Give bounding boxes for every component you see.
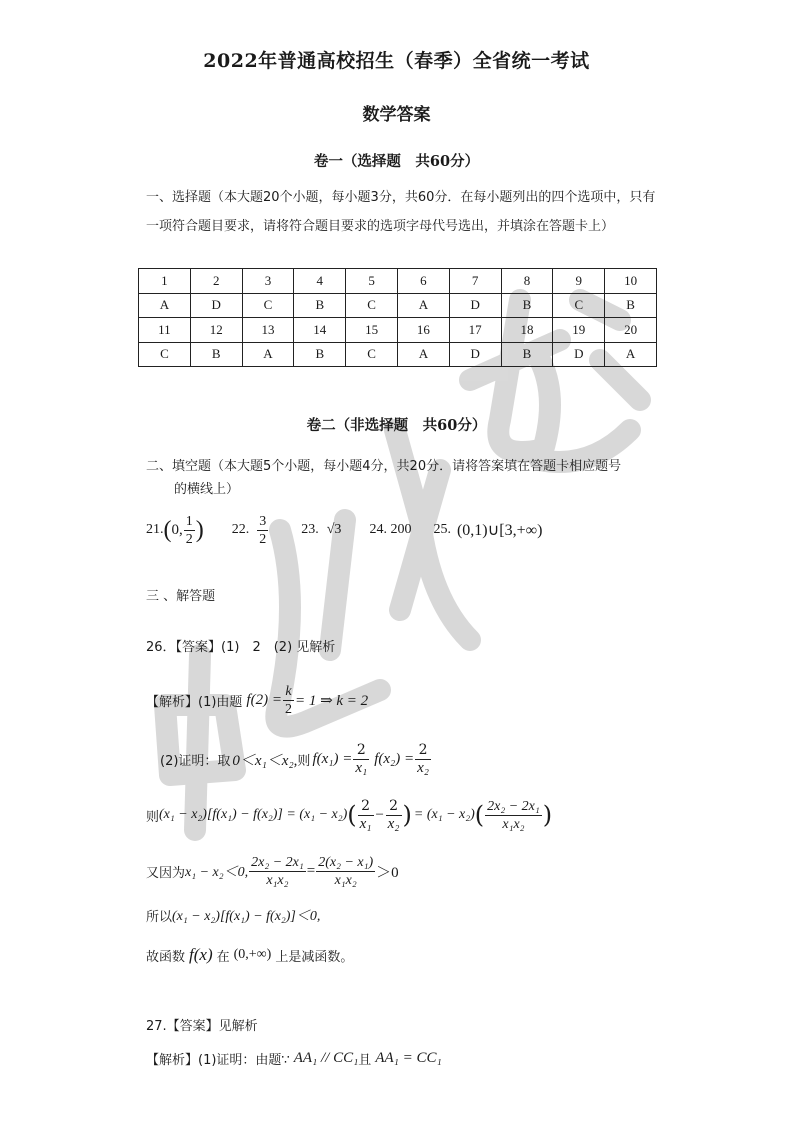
q26-line4-eq: = — [306, 862, 316, 879]
q26-line3-frac-a — [358, 798, 374, 833]
q26-line4-frac-b-num: 2(x₂ − x₁) — [318, 854, 374, 870]
q26-line4-expr: x₁ − x₂＜0, — [185, 865, 249, 880]
table-cell: A — [139, 293, 191, 318]
q26-line5-prefix: 所以 — [146, 909, 173, 925]
q26-line3-frac-a-den: x₁ — [359, 815, 372, 832]
table-cell: 13 — [242, 318, 294, 343]
table-row — [139, 269, 657, 294]
q26-line3-frac-b-den: x₂ — [387, 815, 400, 832]
choice-section-intro: 一、选择题（本大题20个小题，每小题3分，共60分．在每小题列出的四个选项中，只有一项符合题目要求，请将符合题目要求的选项字母代号选出，并填涂在答题卡上） — [146, 190, 656, 234]
q21-fraction — [184, 513, 195, 548]
document-subtitle: 数学答案 — [362, 105, 431, 125]
table-cell: B — [605, 293, 657, 318]
q23-number: 23. — [301, 522, 319, 537]
table-cell: D — [553, 342, 605, 367]
q26-line3-frac-b — [386, 798, 402, 833]
table-cell: 14 — [294, 318, 346, 343]
table-cell: B — [294, 342, 346, 367]
table-cell: 8 — [501, 269, 553, 294]
solve-section-heading: 三 、解答题 — [146, 589, 216, 604]
q26-math-f2: f(2) = — [246, 691, 282, 708]
table-cell: C — [242, 293, 294, 318]
table-cell: 5 — [346, 269, 398, 294]
paren-close-icon: ) — [402, 801, 412, 829]
q26-fx1-fraction — [353, 742, 369, 777]
table-cell: A — [605, 342, 657, 367]
q26-line3-expr2: = (x₁ − x₂) — [413, 807, 475, 822]
q26-line3-minus: − — [374, 806, 385, 823]
table-cell: B — [501, 293, 553, 318]
q26-analysis-label: 【解析】(1)由题 — [146, 694, 243, 710]
paren-open-icon: ( — [474, 801, 485, 829]
q22-numerator: 3 — [259, 513, 267, 529]
q26-fx2-numerator: 2 — [415, 742, 431, 760]
q26-line5-expr: (x₁ − x₂)[f(x₁) − f(x₂)]＜0, — [172, 909, 321, 924]
q26-line3-frac-c-den: x₁x₂ — [502, 816, 525, 832]
table-cell: D — [449, 342, 501, 367]
paren-close-icon: ) — [195, 516, 204, 543]
q26-line3-frac-a-num: 2 — [358, 798, 374, 816]
table-cell: B — [190, 342, 242, 367]
table-cell: 20 — [605, 318, 657, 343]
table-cell: C — [139, 342, 191, 367]
q27-analysis-and: 且 — [358, 1052, 372, 1068]
q26-fx1-denominator: x₁ — [355, 759, 368, 776]
q26-line3-expr: (x₁ − x₂)[f(x₁) − f(x₂)] = (x₁ − x₂) — [159, 807, 348, 822]
q26-line3-frac-c-num: 2x₂ − 2x₁ — [487, 798, 540, 814]
table-cell: C — [553, 293, 605, 318]
q26-k-fraction — [283, 683, 294, 718]
q22-number: 22. — [231, 522, 250, 537]
table-row — [139, 318, 657, 343]
q21-numerator: 1 — [185, 513, 193, 529]
q27-analysis-math: AA₁ // CC₁ — [293, 1049, 359, 1066]
q26-proof-line — [160, 738, 432, 780]
q22-fraction — [257, 513, 268, 548]
q26-analysis-line1 — [146, 680, 368, 720]
q26-line6 — [146, 942, 353, 968]
volume2-heading: 卷二（非选择题 共60分） — [306, 417, 487, 434]
document-title: 2022年普通高校招生（春季）全省统一考试 — [203, 50, 590, 72]
q26-line6-interval: (0,+∞) — [233, 947, 272, 962]
table-cell: 12 — [190, 318, 242, 343]
paren-close-icon: ) — [542, 801, 553, 829]
q25-answer: (0,1)∪[3,+∞) — [456, 522, 543, 539]
q26-fx1: f(x₁) = — [312, 750, 353, 767]
paren-open-icon: ( — [163, 516, 172, 543]
q26-line3-prefix: 则 — [146, 809, 160, 825]
q26-fx2-fraction — [415, 742, 431, 777]
q26-line6-f: f(x) — [189, 945, 213, 964]
q26-proof-condition: 0＜x₁＜x₂, — [232, 752, 298, 769]
table-cell: C — [346, 293, 398, 318]
q23-answer: √3 — [326, 522, 342, 537]
q26-fx2-denominator: x₂ — [417, 759, 429, 776]
q26-proof-label: (2)证明：取 — [160, 753, 231, 769]
table-cell: D — [190, 293, 242, 318]
table-cell: 7 — [449, 269, 501, 294]
table-cell: 6 — [397, 269, 449, 294]
table-cell: 2 — [190, 269, 242, 294]
q21-answer: 0, — [171, 521, 183, 538]
q26-line4-tail: ＞0 — [376, 864, 399, 881]
q26-line6-prefix: 故函数 — [146, 949, 186, 965]
q26-k-numerator: k — [283, 683, 294, 701]
q26-fx2: f(x₂) = — [374, 750, 415, 767]
q24-answer: 24. 200 — [369, 522, 412, 537]
q27-analysis-math2: AA₁ = CC₁ — [375, 1049, 442, 1066]
q26-k-denominator: 2 — [284, 701, 292, 717]
q26-line4-frac-a-num: 2x₂ − 2x₁ — [251, 854, 304, 870]
q26-answer: 26．【答案】(1) 2 (2) 见解析 — [146, 640, 336, 655]
q26-line4-frac-b — [316, 854, 375, 889]
q26-line6-mid: 在 — [216, 949, 230, 965]
q26-fx1-numerator: 2 — [353, 742, 369, 760]
q26-line3-frac-c — [485, 798, 542, 833]
q27-analysis-line — [146, 1046, 442, 1070]
q26-line6-tail: 上是减函数。 — [275, 949, 354, 965]
table-cell: 18 — [501, 318, 553, 343]
paren-open-icon: ( — [347, 801, 357, 829]
q25-number: 25. — [433, 522, 451, 537]
fill-section-intro-line1: 二、填空题（本大题5个小题，每小题4分，共20分．请将答案填在答题卡相应题号 — [146, 459, 622, 474]
table-cell: 9 — [553, 269, 605, 294]
table-cell: B — [294, 293, 346, 318]
table-cell: 3 — [242, 269, 294, 294]
table-cell: A — [397, 342, 449, 367]
table-row — [139, 293, 657, 318]
q26-math-result: = 1 ⇒ k = 2 — [294, 692, 369, 709]
q26-line4-frac-b-den: x₁x₂ — [334, 872, 357, 888]
table-cell: 10 — [605, 269, 657, 294]
table-cell: B — [501, 342, 553, 367]
table-cell: 11 — [139, 318, 191, 343]
table-cell: 19 — [553, 318, 605, 343]
q21-denominator: 2 — [185, 531, 193, 547]
table-cell: 16 — [397, 318, 449, 343]
q27-analysis-label: 【解析】(1)证明：由题∵ — [146, 1052, 290, 1068]
q26-line5 — [146, 903, 320, 927]
table-cell: 1 — [139, 269, 191, 294]
table-cell: A — [397, 293, 449, 318]
q21-number: 21. — [146, 522, 164, 537]
fill-section-intro-line2: 的横线上） — [174, 482, 240, 497]
q26-line4-prefix: 又因为 — [146, 865, 186, 881]
q26-line4-frac-a-den: x₁x₂ — [266, 872, 289, 888]
q26-line3-frac-b-num: 2 — [386, 798, 402, 816]
table-cell: A — [242, 342, 294, 367]
table-cell: 4 — [294, 269, 346, 294]
volume1-heading: 卷一（选择题 共60分） — [313, 153, 480, 170]
table-cell: 15 — [346, 318, 398, 343]
q26-proof-then: 则 — [297, 753, 311, 769]
q27-answer: 27.【答案】见解析 — [146, 1019, 258, 1034]
table-cell: C — [346, 342, 398, 367]
fill-answers-row — [146, 510, 542, 550]
table-cell: D — [449, 293, 501, 318]
table-cell: 17 — [449, 318, 501, 343]
q26-line3 — [146, 792, 552, 838]
answer-table — [138, 268, 657, 367]
q26-line4 — [146, 850, 399, 892]
q22-denominator: 2 — [259, 531, 267, 547]
table-row — [139, 342, 657, 367]
q26-line4-frac-a — [249, 854, 306, 889]
